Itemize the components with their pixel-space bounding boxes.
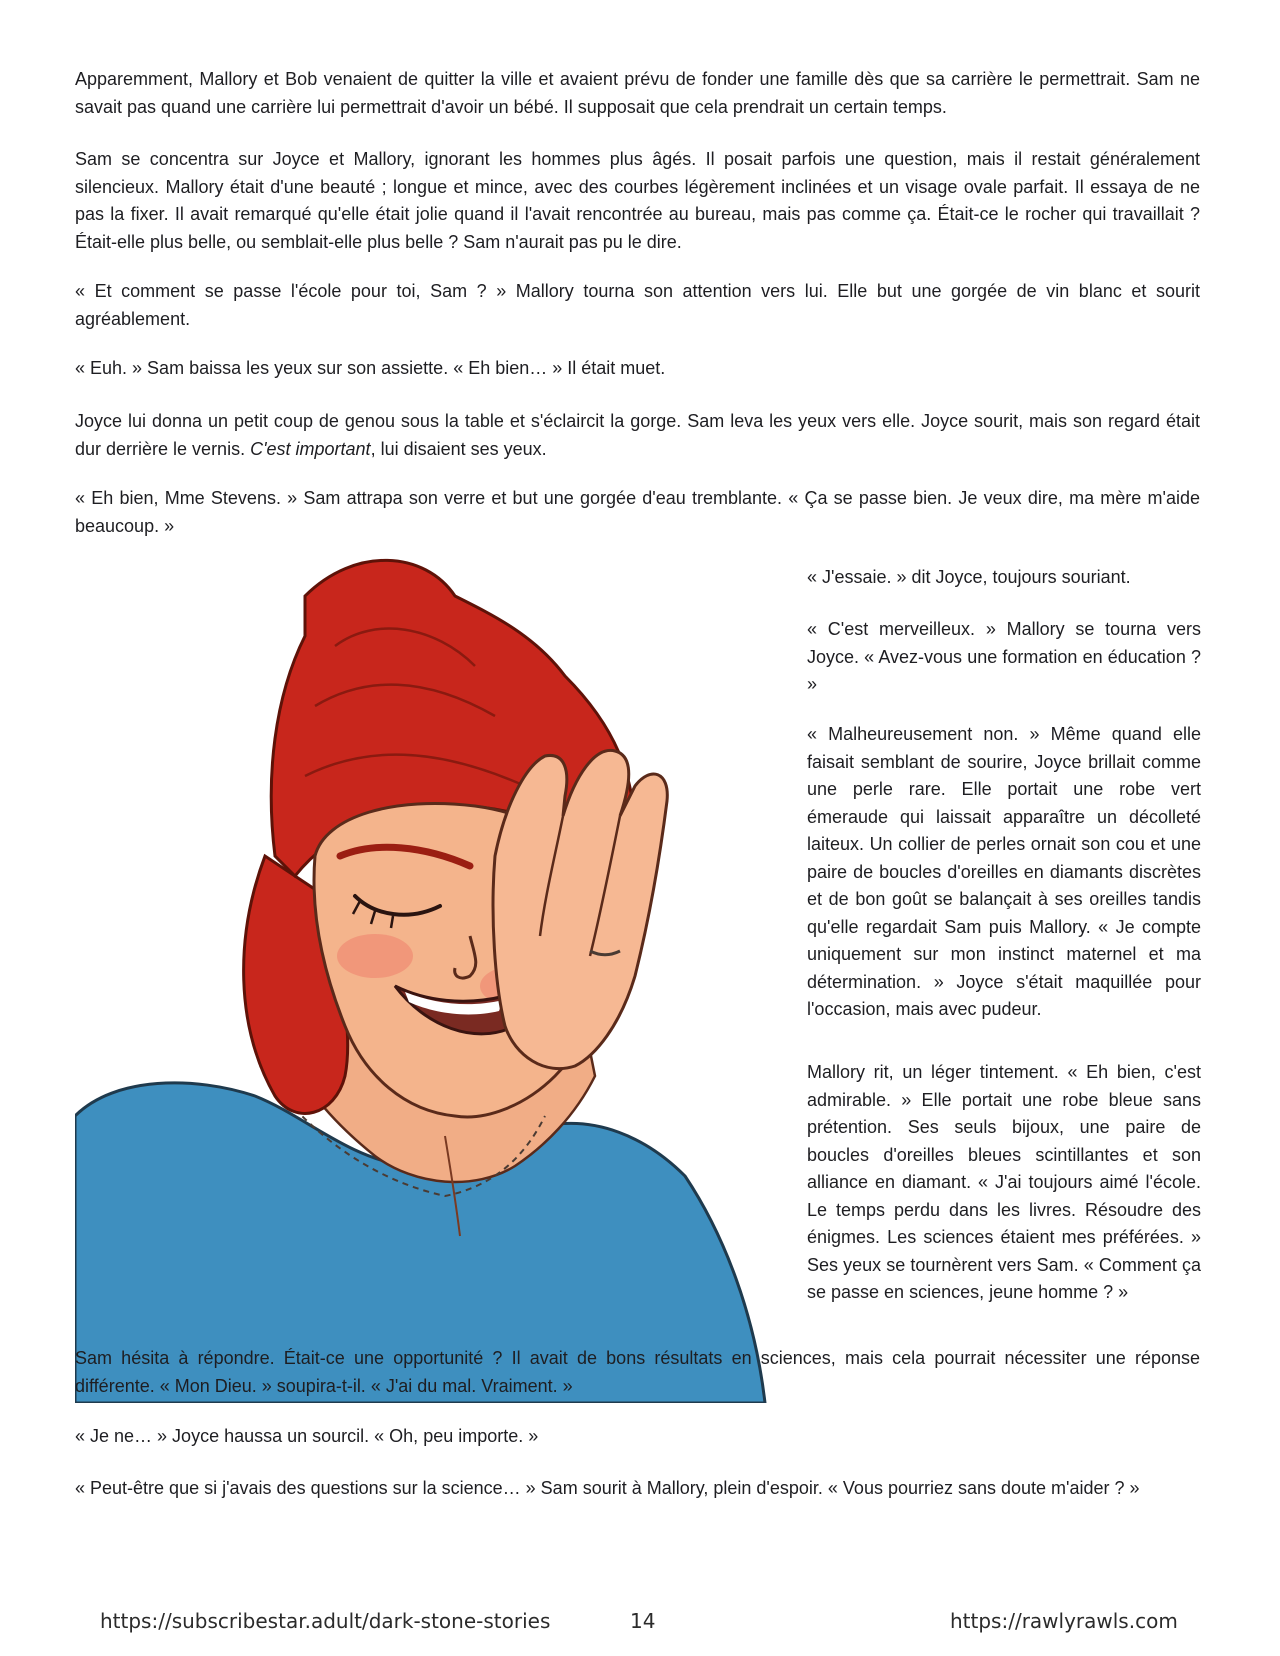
paragraph-moving: Apparemment, Mallory et Bob venaient de quitter la ville et avaient prévu de fonder une famille dès que sa carrière le permettrait. Sam ne savait pas quand une carrière lui permettrait d'avoir un bébé. Il supposait que cela prendrait un certain temps.	[75, 69, 1200, 117]
paragraph-focus: Sam se concentra sur Joyce et Mallory, ignorant les hommes plus âgés. Il posait parfois une question, mais il restait généralement silencieux. Mallory était d'une beauté ; longue et mince, avec des courbes légèrement inclinées et un visage ovale parfait. Il essaya de ne pas la fixer. Il avait remarqué qu'elle était jolie quand il l'avait rencontrée au bureau, mais pas comme ça. Était-ce le rocher qui travaillait ? Était-elle plus belle, ou semblait-elle plus belle ? Sam n'aurait pas pu le dire.	[75, 149, 1200, 252]
footer-link-rawlyrawls[interactable]: https://rawlyrawls.com	[950, 1609, 1178, 1633]
page-number: 14	[630, 1609, 656, 1633]
paragraph-joyce-try: « J'essaie. » dit Joyce, toujours souriant.	[807, 567, 1131, 587]
footer-link-subscribestar[interactable]: https://subscribestar.adult/dark-stone-stories	[100, 1609, 551, 1633]
paragraph-mallory-laughs: Mallory rit, un léger tintement. « Eh bien, c'est admirable. » Elle portait une robe bleue sans prétention. Ses seuls bijoux, une paire de boucles d'oreilles bleues scintillantes et son alliance en diamant. « J'ai toujours aimé l'école. Le temps perdu dans les livres. Résoudre des énigmes. Les sciences étaient mes préférées. » Ses yeux se tournèrent vers Sam. « Comment ça se passe en sciences, jeune homme ? »	[807, 1062, 1201, 1302]
paragraph-sam-hope: « Peut-être que si j'avais des questions sur la science… » Sam sourit à Mallory, plein d'espoir. « Vous pourriez sans doute m'aider ? »	[75, 1478, 1140, 1498]
paragraph-joyce-eyebrow: « Je ne… » Joyce haussa un sourcil. « Oh, peu importe. »	[75, 1426, 539, 1446]
paragraph-joyce-knee	[75, 408, 1200, 463]
joyce-text-before: Joyce lui donna un petit coup de genou sous la table et s'éclaircit la gorge. Sam leva les yeux vers elle. Joyce sourit, mais son regard était dur derrière le vernis.	[75, 411, 1200, 459]
joyce-text-emphasis: C'est important	[250, 438, 371, 459]
paragraph-wonderful: « C'est merveilleux. » Mallory se tourna vers Joyce. « Avez-vous une formation en éducation ? »	[807, 619, 1201, 694]
paragraph-school-question: « Et comment se passe l'école pour toi, Sam ? » Mallory tourna son attention vers lui. Elle but une gorgée de vin blanc et sourit agréablement.	[75, 281, 1200, 329]
hand	[493, 750, 667, 1068]
woman-laughing-illustration	[75, 556, 780, 1403]
paragraph-unfortunately: « Malheureusement non. » Même quand elle faisait semblant de sourire, Joyce brillait comme une perle rare. Elle portait une robe vert émeraude qui laissait apparaître un décolleté laiteux. Un collier de perles ornait son cou et une paire de boucles d'oreilles en diamants discrètes et de bon goût se balançait à ses oreilles tandis qu'elle regardait Sam puis Mallory. « Je compte uniquement sur mon instinct maternel et ma détermination. » Joyce s'était maquillée pour l'occasion, mais avec pudeur.	[807, 724, 1201, 1019]
joyce-text-after: , lui disaient ses yeux.	[370, 438, 547, 459]
paragraph-stevens: « Eh bien, Mme Stevens. » Sam attrapa son verre et but une gorgée d'eau tremblante. « Ça se passe bien. Je veux dire, ma mère m'aide beaucoup. »	[75, 488, 1200, 536]
paragraph-mute: « Euh. » Sam baissa les yeux sur son assiette. « Eh bien… » Il était muet.	[75, 358, 666, 378]
paragraph-sam-hesitates: Sam hésita à répondre. Était-ce une opportunité ? Il avait de bons résultats en sciences, mais cela pourrait nécessiter une réponse différente. « Mon Dieu. » soupira-t-il. « J'ai du mal. Vraiment. »	[75, 1348, 1200, 1396]
